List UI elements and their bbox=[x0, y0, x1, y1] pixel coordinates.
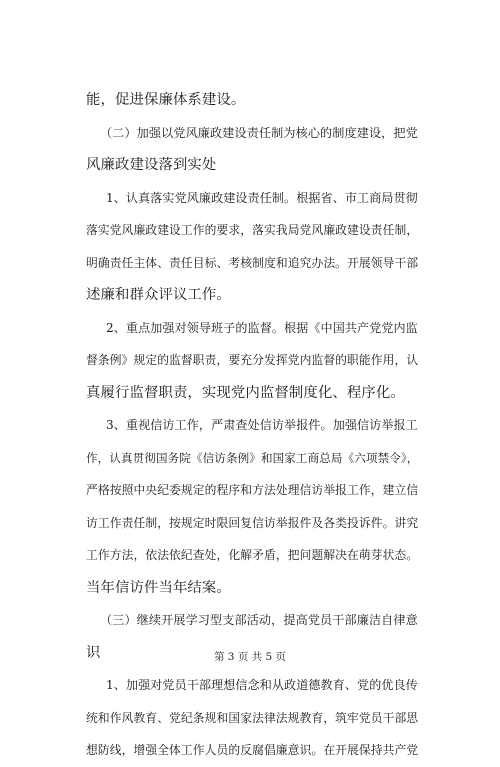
text-line: 明确责任主体、责任目标、考核制度和追究办法。开展领导干部 bbox=[86, 255, 419, 270]
body-text bbox=[86, 84, 418, 767]
text-line: 严格按照中央纪委规定的程序和方法处理信访举报工作，建立信 bbox=[86, 483, 419, 497]
text-line: 1、认真落实党风廉政建设责任制。根据省、市工商局贯彻 bbox=[106, 190, 418, 205]
text-line: 当年信访件当年结案。 bbox=[86, 579, 231, 596]
text-line: 想防线，增强全体工作人员的反腐倡廉意识。在开展保持共产党 bbox=[86, 743, 419, 757]
text-line: 3、重视信访工作，严肃查处信访举报件。加强信访举报工 bbox=[106, 418, 418, 432]
text-line: 2、重点加强对领导班子的监督。根据《中国共产党党内监 bbox=[106, 320, 418, 335]
page-footer: 第 3 页 共 5 页 bbox=[213, 651, 287, 663]
text-line: 作，认真贯彻国务院《信访条例》和国家工商总局《六项禁令》， bbox=[86, 450, 419, 465]
text-line: 识 bbox=[86, 644, 101, 661]
text-line: 访工作责任制，按规定时限回复信访举报件及各类投诉件。讲究 bbox=[86, 515, 419, 530]
text-line: 统和作风教育、党纪条规和国家法律法规教育，筑牢党员干部思 bbox=[86, 710, 419, 725]
text-line: 能，促进保廉体系建设。 bbox=[86, 92, 246, 108]
text-line: 真履行监督职责，实现党内监督制度化、程序化。 bbox=[86, 384, 405, 401]
text-line: （三）继续开展学习型支部活动，提高党员干部廉洁自律意 bbox=[100, 613, 418, 627]
document-body bbox=[86, 84, 418, 767]
text-line: 工作方法，依法依纪查处，化解矛盾，把问题解决在萌芽状态。 bbox=[86, 548, 419, 562]
text-line: 风廉政建设落到实处 bbox=[86, 157, 217, 173]
text-line: 落实党风廉政建设工作的要求，落实我局党风廉政建设责任制， bbox=[86, 223, 419, 237]
text-line: （二）加强以党风廉政建设责任制为核心的制度建设，把党 bbox=[100, 125, 418, 140]
text-line: 述廉和群众评议工作。 bbox=[86, 287, 231, 303]
text-line: 督条例》规定的监督职责，要充分发挥党内监督的职能作用，认 bbox=[86, 353, 419, 367]
text-line: 1、加强对党员干部理想信念和从政道德教育、党的优良传 bbox=[106, 678, 418, 692]
